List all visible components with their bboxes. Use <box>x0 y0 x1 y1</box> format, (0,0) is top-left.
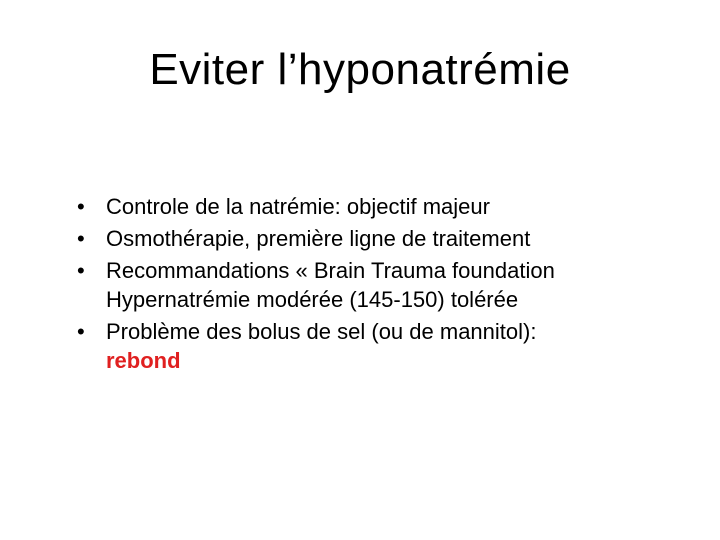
bullet-text: Recommandations « Brain Trauma foundation <box>106 258 555 283</box>
bullet-text-continuation: Hypernatrémie modérée (145-150) tolérée <box>106 287 519 312</box>
bullet-marker-icon: • <box>77 194 85 219</box>
bullet-text: Osmothérapie, première ligne de traitement <box>106 226 531 251</box>
bullet-item <box>77 317 687 375</box>
bullet-marker-icon: • <box>77 226 85 251</box>
bullet-item <box>77 224 687 253</box>
bullet-text: Problème des bolus de sel (ou de mannitol): <box>106 319 537 344</box>
bullet-list <box>77 192 687 378</box>
bullet-marker-icon: • <box>77 319 85 344</box>
bullet-item <box>77 192 687 221</box>
slide-title: Eviter l’hyponatrémie <box>149 45 571 94</box>
bullet-item <box>77 256 687 314</box>
bullet-marker-icon: • <box>77 258 85 283</box>
emphasized-word: rebond <box>106 348 181 373</box>
bullet-text: Controle de la natrémie: objectif majeur <box>106 194 490 219</box>
